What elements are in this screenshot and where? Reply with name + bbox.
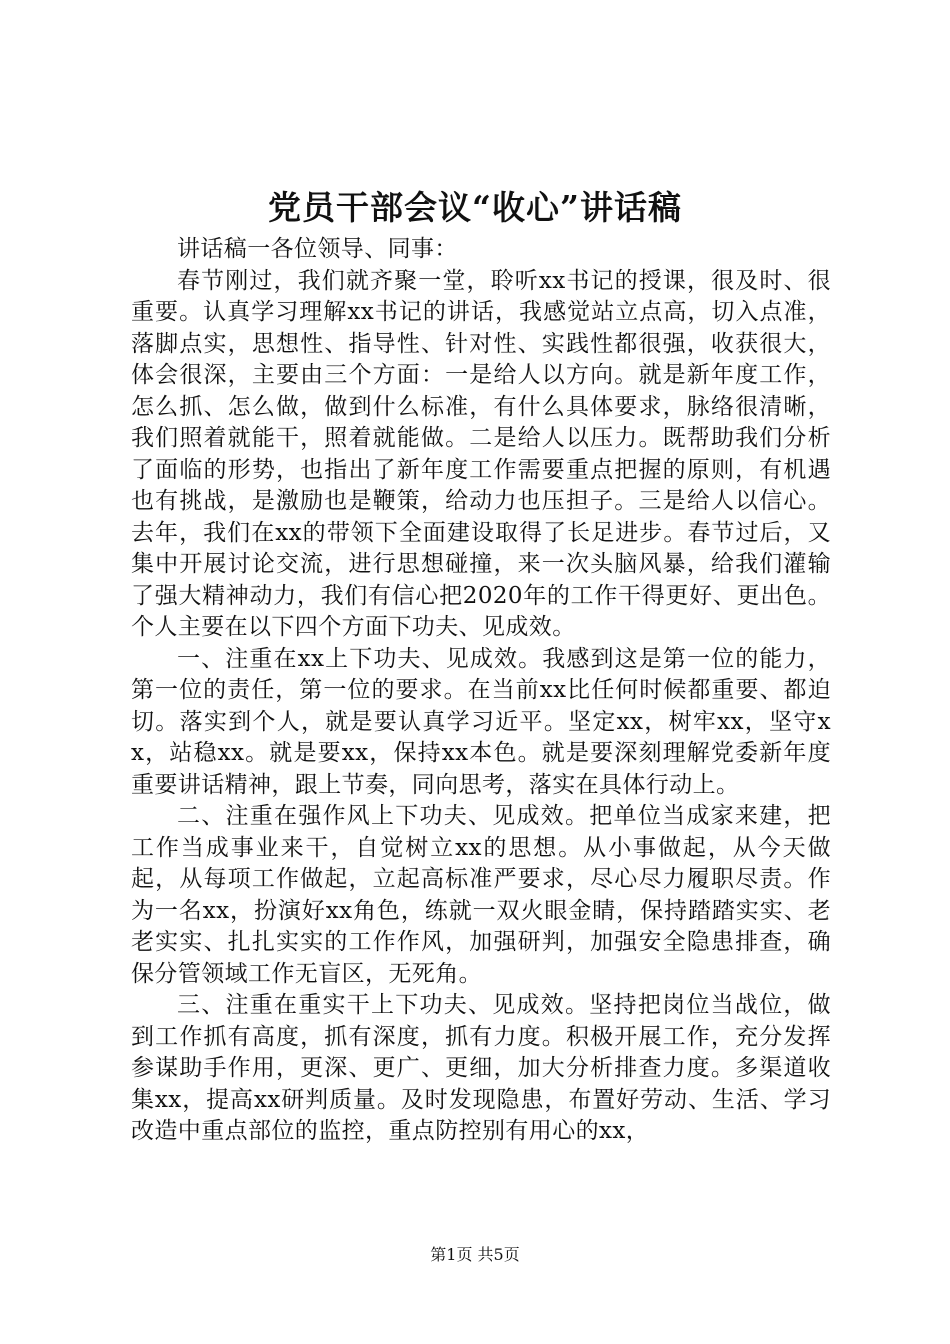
paragraph-salutation: 讲话稿一各位领导、同事： (177, 236, 458, 262)
document-title: 党员干部会议“收心”讲话稿 (268, 188, 682, 227)
paragraph-point-three: 三、注重在重实干上下功夫、见成效。坚持把岗位当战位，做到工作抓有高度，抓有深度，抓有力度。积极开展工作，充分发挥参谋助手作用，更深、更广、更细，加大分析排查力度。多渠道收集xx，提高xx研判质量。及时发现隐患，布置好劳动、生活、学习改造中重点部位的监控，重点防控别有用心的xx， (131, 992, 831, 1144)
paragraph-point-two: 二、注重在强作风上下功夫、见成效。把单位当成家来建，把工作当成事业来干，自觉树立xx的思想。从小事做起，从今天做起，从每项工作做起，立起高标准严要求，尽心尽力履职尽责。作为一名xx，扮演好xx角色，练就一双火眼金睛，保持踏踏实实、老老实实、扎扎实实的工作作风，加强研判，加强安全隐患排查，确保分管领域工作无盲区，无死角。 (131, 803, 831, 987)
page-footer: 第1页 共5页 (430, 1245, 520, 1264)
document-body (131, 234, 831, 1148)
paragraph-intro: 春节刚过，我们就齐聚一堂，聆听xx书记的授课，很及时、很重要。认真学习理解xx书记的讲话，我感觉站立点高，切入点准，落脚点实，思想性、指导性、针对性、实践性都很强，收获很大，体会很深，主要由三个方面：一是给人以方向。就是新年度工作，怎么抓、怎么做，做到什么标准，有什么具体要求，脉络很清晰，我们照着就能干，照着就能做。二是给人以压力。既帮助我们分析了面临的形势，也指出了新年度工作需要重点把握的原则，有机遇也有挑战，是激励也是鞭策，给动力也压担子。三是给人以信心。去年，我们在xx的带领下全面建设取得了长足进步。春节过后，又集中开展讨论交流，进行思想碰撞，来一次头脑风暴，给我们灌输了强大精神动力，我们有信心把2020年的工作干得更好、更出色。个人主要在以下四个方面下功夫、见成效。 (131, 267, 831, 640)
paragraph-point-one: 一、注重在xx上下功夫、见成效。我感到这是第一位的能力，第一位的责任，第一位的要求。在当前xx比任何时候都重要、都迫切。落实到个人，就是要认真学习近平。坚定xx，树牢xx，坚守xx，站稳xx。就是要xx，保持xx本色。就是要深刻理解党委新年度重要讲话精神，跟上节奏，同向思考，落实在具体行动上。 (131, 645, 831, 798)
